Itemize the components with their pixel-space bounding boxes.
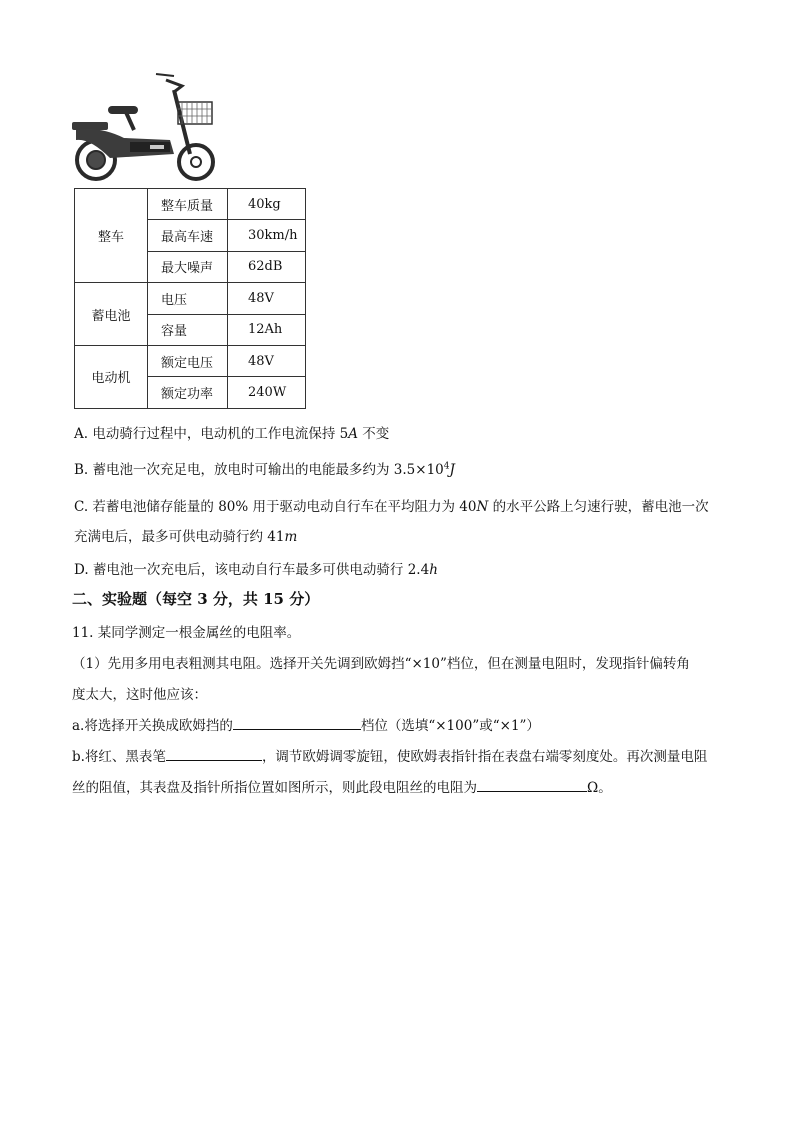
group-name: 电动机 xyxy=(75,345,148,408)
step-b-tail: ，调节欧姆调零旋钮，使欧姆表指针指在表盘右端零刻度处。再次测量电阻 xyxy=(261,749,708,765)
param-label: 额定功率 xyxy=(148,377,228,408)
answer-blank-1[interactable] xyxy=(233,717,361,730)
step-a-text: a.将选择开关换成欧姆挡的 xyxy=(72,718,233,734)
option-c-text-2: 充满电后，最多可供电动骑行约 41 xyxy=(74,529,285,545)
question-11-stem: 11. 某同学测定一根金属丝的电阻率。 xyxy=(72,625,301,641)
param-label: 电压 xyxy=(148,283,228,314)
option-d-text: D. 蓄电池一次充电后，该电动自行车最多可供电动骑行 2.4 xyxy=(74,562,430,578)
group-name: 整车 xyxy=(75,189,148,283)
option-c-text: C. 若蓄电池储存能量的 80% 用于驱动电动自行车在平均阻力为 40 xyxy=(74,499,477,515)
step-c-text: 丝的阻值，其表盘及指针所指位置如图所示，则此段电阻丝的电阻为 xyxy=(72,780,477,796)
option-a-tail: 不变 xyxy=(357,426,390,442)
option-c-line1 xyxy=(74,495,709,515)
param-value: 62dB xyxy=(228,251,306,282)
option-a-unit: A xyxy=(348,426,358,442)
option-d xyxy=(74,558,438,578)
param-value: 48V xyxy=(228,345,306,376)
step-c-tail: Ω。 xyxy=(587,780,612,796)
option-c-tail: 的水平公路上匀速行驶，蓄电池一次 xyxy=(488,499,709,515)
param-label: 最大噪声 xyxy=(148,251,228,282)
param-label: 整车质量 xyxy=(148,189,228,220)
param-label: 容量 xyxy=(148,314,228,345)
question-11-part1: （1）先用多用电表粗测其电阻。选择开关先调到欧姆挡“×10”档位，但在测量电阻时，发现指针偏转角 xyxy=(72,656,690,672)
electric-scooter-image xyxy=(70,68,220,186)
spec-table xyxy=(74,188,306,409)
param-value: 30km/h xyxy=(228,220,306,251)
param-label: 额定电压 xyxy=(148,345,228,376)
question-11-part1-cont: 度太大，这时他应该： xyxy=(72,687,207,703)
param-label: 最高车速 xyxy=(148,220,228,251)
option-b-text: B. 蓄电池一次充足电，放电时可输出的电能最多约为 3.5×10 xyxy=(74,462,444,478)
question-11-step-b xyxy=(72,745,707,765)
step-b-text: b.将红、黑表笔 xyxy=(72,749,166,765)
question-11-step-c xyxy=(72,776,612,796)
answer-blank-3[interactable] xyxy=(477,779,587,792)
option-b-exponent: 4 xyxy=(443,461,450,472)
step-a-tail: 档位（选填“×100”或“×1”） xyxy=(360,718,540,734)
param-value: 12Ah xyxy=(228,314,306,345)
option-a-text: A. 电动骑行过程中，电动机的工作电流保持 5 xyxy=(74,426,349,442)
option-c-unit-2: m xyxy=(284,529,298,545)
group-name: 蓄电池 xyxy=(75,283,148,346)
option-a xyxy=(74,422,389,442)
param-value: 48V xyxy=(228,283,306,314)
param-value: 240W xyxy=(228,377,306,408)
section-title: 二、实验题（每空 3 分，共 15 分） xyxy=(72,590,320,608)
option-b xyxy=(74,458,455,478)
option-c-unit: N xyxy=(476,499,489,515)
question-11-step-a xyxy=(72,714,540,734)
param-value: 40kg xyxy=(228,189,306,220)
option-b-unit: J xyxy=(449,462,455,478)
answer-blank-2[interactable] xyxy=(166,748,262,761)
option-c-line2 xyxy=(74,525,297,545)
option-d-unit: h xyxy=(429,562,438,578)
